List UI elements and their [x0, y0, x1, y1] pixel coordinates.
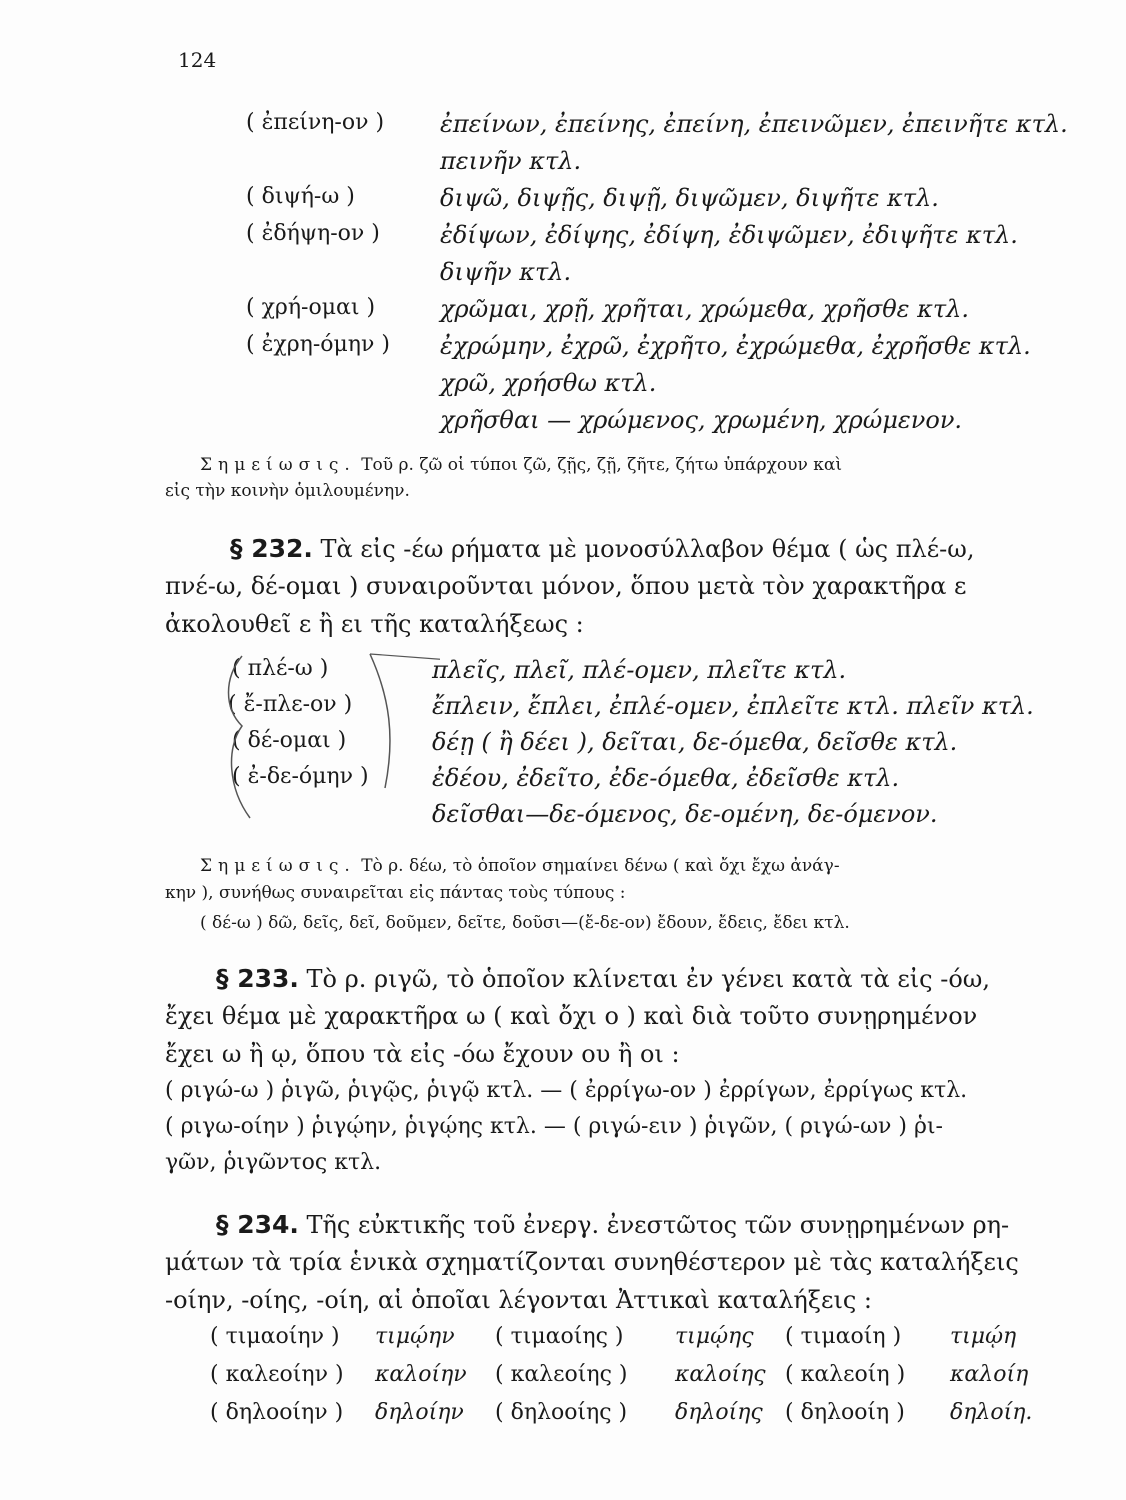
section-text: Τὰ εἰς -έω ρήματα μὲ μονοσύλλαβον θέμα ( ὡς πλέ-ω,: [320, 535, 975, 563]
conj-row: [0, 764, 1126, 804]
section-text: Τὸ ρ. ριγῶ, τὸ ὁποῖον κλίνεται ἐν γένει κατὰ τὰ εἰς -όω,: [306, 965, 990, 993]
conj-row: [0, 332, 1126, 372]
conj-label: ( πλέ-ω ): [232, 656, 329, 681]
note-text: εἰς τὴν κοινὴν ὁμιλουμένην.: [165, 481, 410, 501]
conj-row: [0, 147, 1126, 187]
optative-cell: ( καλεοίης ): [495, 1362, 628, 1387]
optative-cell: καλοίην: [375, 1362, 467, 1387]
section-text: ἔχει θέμα μὲ χαρακτῆρα ω ( καὶ ὄχι ο ) καὶ διὰ τοῦτο συνῃρημένον: [165, 1002, 978, 1030]
optative-cell: δηλοίην: [375, 1400, 464, 1425]
conj-forms: διψῶ, διψῇς, διψῇ, διψῶμεν, διψῆτε κτλ.: [440, 184, 939, 212]
section-text: μάτων τὰ τρία ἑνικὰ σχηματίζονται συνηθέστερον μὲ τὰς καταλήξεις: [165, 1248, 1019, 1276]
optative-cell: τιμῴης: [675, 1324, 754, 1349]
section-text: γῶν, ῥιγῶντος κτλ.: [165, 1150, 382, 1175]
optative-cell: δηλοίης: [675, 1400, 763, 1425]
page-number: 124: [178, 48, 217, 72]
conj-label: ( χρή-ομαι ): [246, 295, 376, 320]
conj-row: [0, 800, 1126, 840]
optative-cell: ( τιμαοίην ): [210, 1324, 340, 1349]
conj-forms: ἔπλειν, ἔπλει, ἐπλέ-ομεν, ἐπλεῖτε κτλ. πλεῖν κτλ.: [432, 692, 1034, 720]
section-text: ( ριγώ-ω ) ῥιγῶ, ῥιγῷς, ῥιγῷ κτλ. — ( ἐρρίγω-ον ) ἐρρίγων, ἐρρίγως κτλ.: [165, 1078, 968, 1103]
conj-forms: χρῶμαι, χρῇ, χρῆται, χρώμεθα, χρῆσθε κτλ.: [440, 295, 970, 323]
section-text: -οίην, -οίης, -οίη, αἱ ὁποῖαι λέγονται Ἀττικαὶ καταλήξεις :: [165, 1286, 873, 1314]
conj-label: ( ἐχρη-όμην ): [246, 332, 390, 357]
conj-row: [0, 406, 1126, 446]
optative-cell: ( δηλοοίην ): [210, 1400, 344, 1425]
conj-row: [0, 295, 1126, 335]
optative-cell: ( καλεοίη ): [785, 1362, 906, 1387]
section-text: ( ριγω-οίην ) ῥιγῴην, ῥιγῴης κτλ. — ( ριγώ-ειν ) ῥιγῶν, ( ριγώ-ων ) ῥι-: [165, 1114, 943, 1139]
optative-cell: ( δηλοοίη ): [785, 1400, 905, 1425]
note-text: κην ), συνήθως συναιρεῖται εἰς πάντας τοὺς τύπους :: [165, 883, 626, 903]
note-text: ( δέ-ω ) δῶ, δεῖς, δεῖ, δοῦμεν, δεῖτε, δοῦσι—(ἔ-δε-ον) ἔδουν, ἔδεις, ἔδει κτλ.: [200, 913, 850, 933]
conj-forms: ἐπείνων, ἐπείνης, ἐπείνη, ἐπεινῶμεν, ἐπεινῆτε κτλ.: [440, 110, 1068, 138]
note-text: Τοῦ ρ. ζῶ οἱ τύποι ζῶ, ζῇς, ζῇ, ζῆτε, ζήτω ὑπάρχουν καὶ: [361, 455, 842, 475]
conj-forms: πεινῆν κτλ.: [440, 147, 582, 175]
conj-label: ( διψή-ω ): [246, 184, 355, 209]
conj-row: [0, 369, 1126, 409]
conj-row: [0, 110, 1126, 150]
conj-label: ( ἔ-πλε-ον ): [228, 692, 353, 717]
section-text: ἀκολουθεῖ ε ἢ ει τῆς καταλήξεως :: [165, 610, 584, 638]
optative-cell: δηλοίη.: [950, 1400, 1033, 1425]
section-text: πνέ-ω, δέ-ομαι ) συναιροῦνται μόνον, ὅπου μετὰ τὸν χαρακτῆρα ε: [165, 572, 967, 600]
conj-forms: ἐδίψων, ἐδίψης, ἐδίψη, ἐδιψῶμεν, ἐδιψῆτε κτλ.: [440, 221, 1018, 249]
conj-forms: χρῆσθαι — χρώμενος, χρωμένη, χρώμενον.: [440, 406, 963, 434]
note-text: Τὸ ρ. δέω, τὸ ὁποῖον σημαίνει δένω ( καὶ ὄχι ἔχω ἀνάγ-: [361, 856, 840, 876]
optative-cell: ( τιμαοίη ): [785, 1324, 902, 1349]
section-text: ἔχει ω ἢ ῳ, ὅπου τὰ εἰς -όω ἔχουν ου ἢ οι :: [165, 1040, 680, 1068]
optative-cell: τιμῴην: [375, 1324, 455, 1349]
optative-cell: καλοίης: [675, 1362, 766, 1387]
optative-cell: τιμῴη: [950, 1324, 1017, 1349]
conj-forms: χρῶ, χρήσθω κτλ.: [440, 369, 657, 397]
optative-cell: καλοίη: [950, 1362, 1029, 1387]
optative-cell: ( τιμαοίης ): [495, 1324, 624, 1349]
optative-cell: ( δηλοοίης ): [495, 1400, 628, 1425]
optative-cell: ( καλεοίην ): [210, 1362, 344, 1387]
conj-forms: δεῖσθαι—δε-όμενος, δε-ομένη, δε-όμενον.: [432, 800, 938, 828]
section-number: § 232.: [230, 534, 313, 563]
conj-forms: ἐχρώμην, ἐχρῶ, ἐχρῆτο, ἐχρώμεθα, ἐχρῆσθε κτλ.: [440, 332, 1031, 360]
conj-row: [0, 258, 1126, 298]
note-heading: Σημείωσις.: [200, 856, 356, 876]
conj-forms: δέῃ ( ἢ δέει ), δεῖται, δε-όμεθα, δεῖσθε κτλ.: [432, 728, 958, 756]
conj-row: [0, 728, 1126, 768]
section-number: § 234.: [216, 1210, 299, 1239]
conj-row: [0, 184, 1126, 224]
conj-label: ( ἐδήψη-ον ): [246, 221, 380, 246]
conj-row: [0, 692, 1126, 732]
conj-forms: διψῆν κτλ.: [440, 258, 572, 286]
conj-row: [0, 221, 1126, 261]
section-number: § 233.: [216, 964, 299, 993]
conj-row: [0, 656, 1126, 696]
conj-label: ( ἐ-δε-όμην ): [232, 764, 369, 789]
conj-label: ( δέ-ομαι ): [232, 728, 347, 753]
note-heading: Σημείωσις.: [200, 455, 356, 475]
conj-label: ( ἐπείνη-ον ): [246, 110, 385, 135]
section-text: Τῆς εὐκτικῆς τοῦ ἐνεργ. ἐνεστῶτος τῶν συνῃρημένων ρη-: [306, 1211, 1010, 1239]
conj-forms: πλεῖς, πλεῖ, πλέ-ομεν, πλεῖτε κτλ.: [432, 656, 847, 684]
conj-forms: ἐδέου, ἐδεῖτο, ἐδε-όμεθα, ἐδεῖσθε κτλ.: [432, 764, 900, 792]
